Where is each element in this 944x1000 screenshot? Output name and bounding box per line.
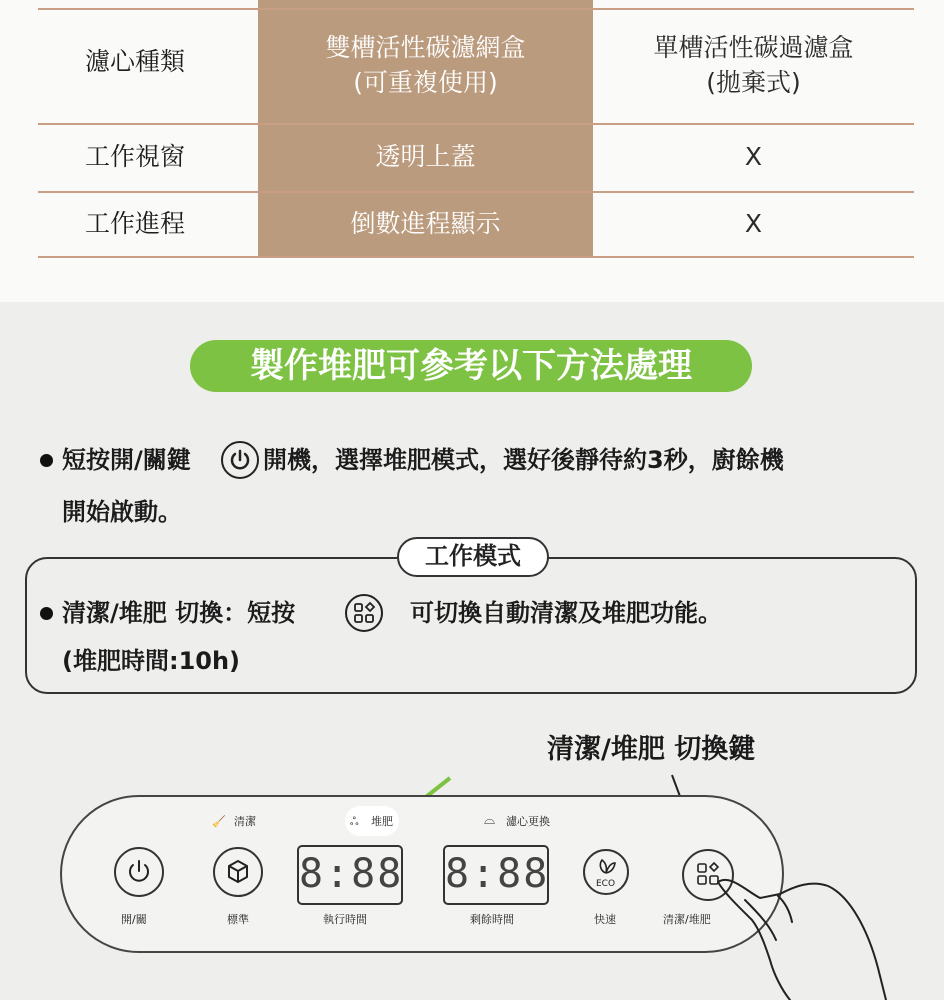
eco-fast-button[interactable]	[583, 849, 629, 895]
remain-time-display: 8:88	[443, 845, 549, 905]
table-cell: X	[744, 209, 763, 238]
work-mode-tag: 工作模式	[397, 537, 549, 577]
control-panel	[60, 795, 784, 953]
row-label: 工作進程	[85, 209, 186, 238]
run-time-label: 執行時間	[323, 913, 367, 926]
switch-label: 清潔/堆肥	[663, 913, 711, 926]
instruction-text: 開始啟動。	[62, 498, 182, 526]
fast-label: 快速	[594, 913, 616, 926]
annotation-label: 清潔/堆肥 切換鍵	[547, 734, 756, 765]
table-cell: 透明上蓋	[375, 142, 476, 171]
table-cell: X	[744, 142, 763, 171]
standard-label: 標準	[227, 913, 249, 926]
work-mode-text: 清潔/堆肥 切換：短按	[62, 599, 296, 627]
compost-indicator-icon: ஃ	[350, 815, 359, 828]
eco-label: ECO	[596, 879, 616, 889]
filter-indicator-label: 濾心更換	[506, 815, 550, 828]
standard-button[interactable]	[213, 847, 263, 897]
table-cell: 雙槽活性碳濾網盒	[325, 33, 526, 62]
row-label: 濾心種類	[85, 47, 186, 76]
remain-time-label: 剩餘時間	[470, 913, 514, 926]
run-time-display: 8:88	[297, 845, 403, 905]
work-mode-text: (堆肥時間:10h)	[62, 647, 241, 675]
compost-indicator-label: 堆肥	[371, 815, 393, 828]
row-label: 工作視窗	[85, 142, 186, 171]
table-cell: (可重複使用)	[353, 68, 498, 97]
table-cell: 單槽活性碳過濾盒	[653, 33, 854, 62]
table-cell: (拋棄式)	[706, 68, 801, 97]
work-mode-text: 可切換自動清潔及堆肥功能。	[410, 599, 722, 627]
clean-indicator-icon: 🧹	[212, 815, 226, 828]
power-button[interactable]	[114, 847, 164, 897]
filter-indicator-icon: ⌓	[484, 812, 496, 828]
instruction-text: 開機，選擇堆肥模式，選好後靜待約3秒，廚餘機	[263, 446, 784, 474]
instruction-text: 短按開/關鍵	[62, 446, 191, 474]
table-cell: 倒數進程顯示	[350, 209, 501, 238]
power-label: 開/關	[121, 913, 147, 926]
hand-pointing-icon	[700, 860, 900, 1000]
banner-title: 製作堆肥可參考以下方法處理	[190, 340, 752, 392]
clean-indicator-label: 清潔	[234, 815, 256, 828]
